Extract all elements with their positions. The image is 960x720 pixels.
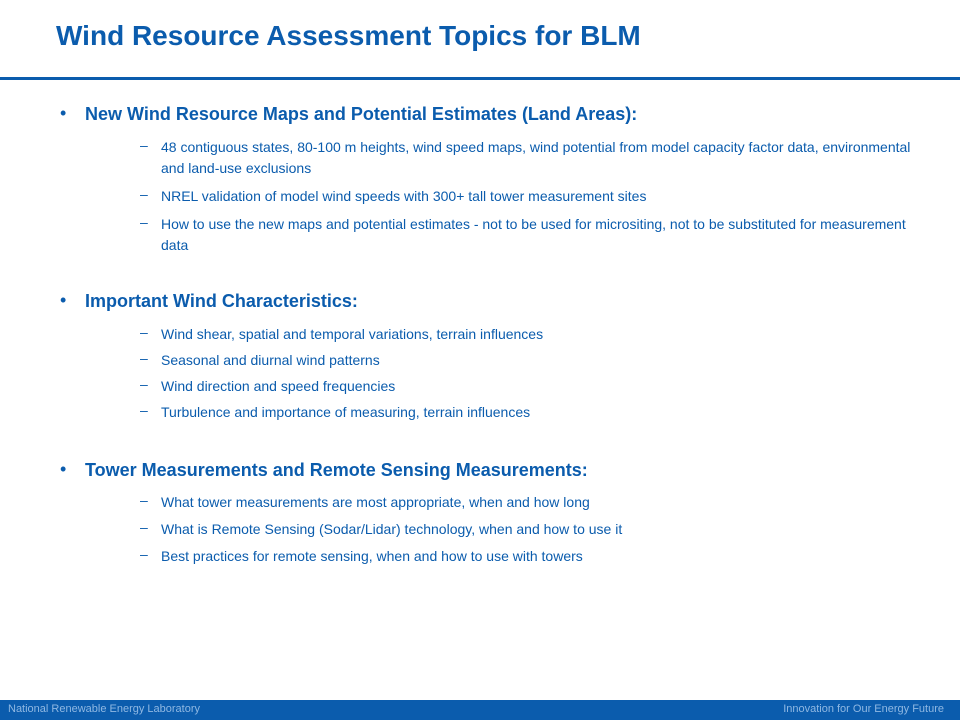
list-item: What tower measurements are most appropriate, when and how long: [161, 494, 590, 510]
bullet-icon: •: [60, 459, 67, 479]
dash-icon: –: [140, 350, 148, 366]
dash-icon: –: [140, 492, 148, 508]
list-item: What is Remote Sensing (Sodar/Lidar) technology, when and how to use it: [161, 521, 623, 537]
footer-tagline: Innovation for Our Energy Future: [783, 703, 944, 715]
footer-organization: National Renewable Energy Laboratory: [8, 703, 201, 715]
title-divider: [0, 77, 960, 80]
dash-icon: –: [140, 546, 148, 562]
list-item: Turbulence and importance of measuring, terrain influences: [161, 404, 531, 420]
list-item: Wind direction and speed frequencies: [161, 378, 396, 394]
list-item: 48 contiguous states, 80-100 m heights, wind speed maps, wind potential from model capacity factor data, environmental and land-use exclusions: [161, 139, 911, 176]
dash-icon: –: [140, 519, 148, 535]
section-heading: Important Wind Characteristics:: [85, 291, 358, 311]
list-item: Best practices for remote sensing, when and how to use with towers: [161, 548, 583, 564]
slide-title: Wind Resource Assessment Topics for BLM: [56, 20, 641, 51]
dash-icon: –: [140, 137, 148, 153]
dash-icon: –: [140, 402, 148, 418]
list-item: How to use the new maps and potential estimates - not to be used for micrositing, not to be substituted for measurement data: [161, 216, 906, 253]
dash-icon: –: [140, 376, 148, 392]
section-heading: Tower Measurements and Remote Sensing Measurements:: [85, 460, 588, 480]
list-item: Seasonal and diurnal wind patterns: [161, 352, 380, 368]
dash-icon: –: [140, 214, 148, 230]
bullet-icon: •: [60, 290, 67, 310]
bullet-icon: •: [60, 103, 67, 123]
list-item: NREL validation of model wind speeds with 300+ tall tower measurement sites: [161, 188, 647, 204]
dash-icon: –: [140, 324, 148, 340]
list-item: Wind shear, spatial and temporal variations, terrain influences: [161, 326, 544, 342]
section-heading: New Wind Resource Maps and Potential Estimates (Land Areas):: [85, 104, 638, 124]
dash-icon: –: [140, 186, 148, 202]
footer-bar: [0, 700, 960, 720]
